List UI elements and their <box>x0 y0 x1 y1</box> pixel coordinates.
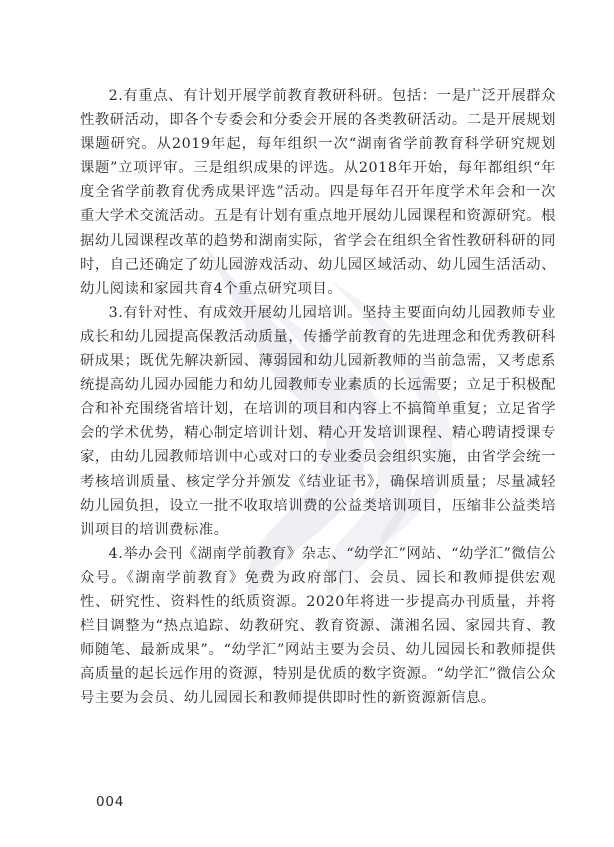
document-body <box>80 84 556 710</box>
page-number: 004 <box>96 794 125 810</box>
paragraph-3: 4.举办会刊《湖南学前教育》杂志、“幼学汇”网站、“幼学汇”微信公众号。《湖南学前教育》免费为政府部门、会员、园长和教师提供宏观性、研究性、资料性的纸质资源。2020年将进一步提高办刊质量，并将栏目调整为“热点追踪、幼教研究、教育资源、潇湘名园、家园共育、教师随笔、最新成果”。“幼学汇”网站主要为会员、幼儿园园长和教师提供高质量的起长远作用的资源，特别是优质的数字资源。“幼学汇”微信公众号主要为会员、幼儿园园长和教师提供即时性的新资源新信息。 <box>80 545 556 707</box>
paragraph-2: 3.有针对性、有成效开展幼儿园培训。坚持主要面向幼儿园教师专业成长和幼儿园提高保教活动质量，传播学前教育的先进理念和优秀教研科研成果；既优先解决新园、薄弱园和幼儿园新教师的当前急需，又考虑系统提高幼儿园办园能力和幼儿园教师专业素质的长远需要；立足于积极配合和补充围绕省培计划，在培训的项目和内容上不搞简单重复；立足省学会的学术优势，精心制定培训计划、精心开发培训课程、精心聘请授课专家，由幼儿园教师培训中心或对口的专业委员会组织实施，由省学会统一考核培训质量、核定学分并颁发《结业证书》，确保培训质量；尽量减轻幼儿园负担，设立一批不收取培训费的公益类培训项目，压缩非公益类培训项目的培训费标准。 <box>80 304 556 538</box>
paragraph-1: 2.有重点、有计划开展学前教育教研科研。包括：一是广泛开展群众性教研活动，即各个专委会和分委会开展的各类教研活动。二是开展规划课题研究。从2019年起，每年组织一次“湖南省学前教育科学研究规划课题”立项评审。三是组织成果的评选。从2018年开始，每年都组织“年度全省学前教育优秀成果评选”活动。四是每年召开年度学术年会和一次重大学术交流活动。五是有计划有重点地开展幼儿园课程和资源研究。根据幼儿园课程改革的趋势和湖南实际，省学会在组织全省性教研科研的同时，自己还确定了幼儿园游戏活动、幼儿园区域活动、幼儿园生活活动、幼儿阅读和家园共育4个重点研究项目。 <box>80 88 556 297</box>
